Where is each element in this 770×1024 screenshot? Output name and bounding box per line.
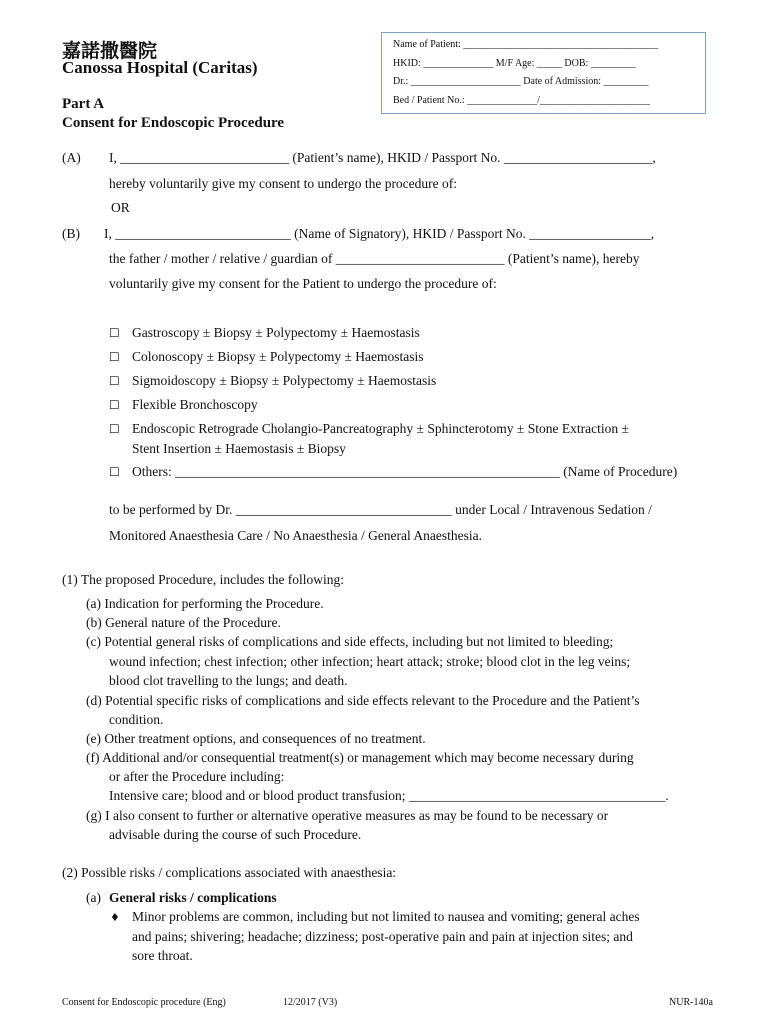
procedure-colonoscopy: Colonoscopy ± Biopsy ± Polypectomy ± Haemostasis: [132, 349, 424, 364]
bed-patient-no-field[interactable]: Bed / Patient No.: ______________/______________________: [393, 95, 650, 106]
part-label: Part A: [62, 96, 105, 112]
section-1-item-c-line-3: blood clot travelling to the lungs; and death.: [109, 673, 348, 688]
patient-info-box: [381, 32, 706, 114]
footer-form-name: Consent for Endoscopic procedure (Eng): [62, 997, 226, 1008]
patient-name-field[interactable]: Name of Patient: _______________________________________: [393, 39, 659, 50]
footer-form-code: NUR-140a: [669, 997, 713, 1008]
section-2-bullet-line-3: sore throat.: [132, 948, 193, 963]
form-title: Consent for Endoscopic Procedure: [62, 115, 285, 131]
checkbox-others[interactable]: ☐: [109, 465, 120, 479]
section-1-heading: (1) The proposed Procedure, includes the following:: [62, 572, 345, 587]
section-a-line-1[interactable]: I, _________________________ (Patient’s name), HKID / Passport No. ______________________,: [109, 150, 656, 165]
footer-version: 12/2017 (V3): [283, 997, 338, 1008]
section-a-marker: (A): [62, 150, 81, 165]
procedure-gastroscopy: Gastroscopy ± Biopsy ± Polypectomy ± Haemostasis: [132, 325, 420, 340]
section-b-marker: (B): [62, 226, 80, 241]
or-separator: OR: [111, 200, 130, 215]
checkbox-gastroscopy[interactable]: ☐: [109, 326, 120, 340]
section-2-bullet-line-1: Minor problems are common, including but not limited to nausea and vomiting; general aches: [132, 909, 640, 924]
section-1-item-b: (b) General nature of the Procedure.: [86, 615, 281, 630]
section-1-item-g: (g) I also consent to further or alternative operative measures as may be found to be necessary or: [86, 808, 609, 823]
section-2-sub-heading: General risks / complications: [109, 890, 277, 905]
section-1-item-c-line-2: wound infection; chest infection; other infection; heart attack; stroke; blood clot in the leg veins;: [109, 654, 631, 669]
procedure-ercp-continued: Stent Insertion ± Haemostasis ± Biopsy: [132, 441, 346, 456]
hkid-age-dob-fields[interactable]: HKID: ______________ M/F Age: _____ DOB: _________: [393, 58, 636, 69]
diamond-bullet-icon: ♦: [110, 911, 120, 924]
section-a-line-2: hereby voluntarily give my consent to undergo the procedure of:: [109, 176, 458, 191]
section-b-line-3: voluntarily give my consent for the Patient to undergo the procedure of:: [109, 276, 497, 291]
section-1-item-d-line-2: condition.: [109, 712, 164, 727]
checkbox-ercp[interactable]: ☐: [109, 422, 120, 436]
performed-by-line-2: Monitored Anaesthesia Care / No Anaesthesia / General Anaesthesia.: [109, 528, 483, 543]
procedure-others[interactable]: Others: _________________________________________________________ (Name of Procedure): [132, 464, 678, 479]
checkbox-sigmoidoscopy[interactable]: ☐: [109, 374, 120, 388]
hospital-name-chinese: 嘉諾撒醫院: [62, 41, 158, 62]
checkbox-bronchoscopy[interactable]: ☐: [109, 398, 120, 412]
section-2-bullet-line-2: and pains; shivering; headache; dizziness; post-operative pain and pain at injection sites; and: [132, 929, 633, 944]
section-1-item-f-line-2: or after the Procedure including:: [109, 769, 285, 784]
performed-by-line-1[interactable]: to be performed by Dr. ________________________________ under Local / Intravenous Sedation /: [109, 502, 652, 517]
section-2-sub-marker: (a): [86, 890, 101, 905]
procedure-ercp: Endoscopic Retrograde Cholangio-Pancreatography ± Sphincterotomy ± Stone Extraction ±: [132, 421, 629, 436]
section-1-item-g-line-2: advisable during the course of such Procedure.: [109, 827, 362, 842]
section-1-item-d: (d) Potential specific risks of complications and side effects relevant to the Procedure and the Patient’s: [86, 693, 640, 708]
section-1-item-f: (f) Additional and/or consequential treatment(s) or management which may become necessary during: [86, 750, 634, 765]
procedure-bronchoscopy: Flexible Bronchoscopy: [132, 397, 258, 412]
section-1-item-c: (c) Potential general risks of complications and side effects, including but not limited to bleeding;: [86, 634, 614, 649]
section-1-item-e: (e) Other treatment options, and consequences of no treatment.: [86, 731, 426, 746]
section-1-item-f-line-3[interactable]: Intensive care; blood and or blood product transfusion; ______________________________________.: [109, 788, 669, 803]
checkbox-colonoscopy[interactable]: ☐: [109, 350, 120, 364]
hospital-name-english: Canossa Hospital (Caritas): [62, 58, 258, 77]
section-2-heading: (2) Possible risks / complications associated with anaesthesia:: [62, 865, 397, 880]
procedure-sigmoidoscopy: Sigmoidoscopy ± Biopsy ± Polypectomy ± Haemostasis: [132, 373, 437, 388]
section-1-item-a: (a) Indication for performing the Procedure.: [86, 596, 324, 611]
doctor-admission-fields[interactable]: Dr.: ______________________ Date of Admission: _________: [393, 76, 649, 87]
section-b-line-1[interactable]: I, __________________________ (Name of Signatory), HKID / Passport No. __________________,: [104, 226, 655, 241]
section-b-line-2[interactable]: the father / mother / relative / guardian of _________________________ (Patient’s name), hereby: [109, 251, 640, 266]
